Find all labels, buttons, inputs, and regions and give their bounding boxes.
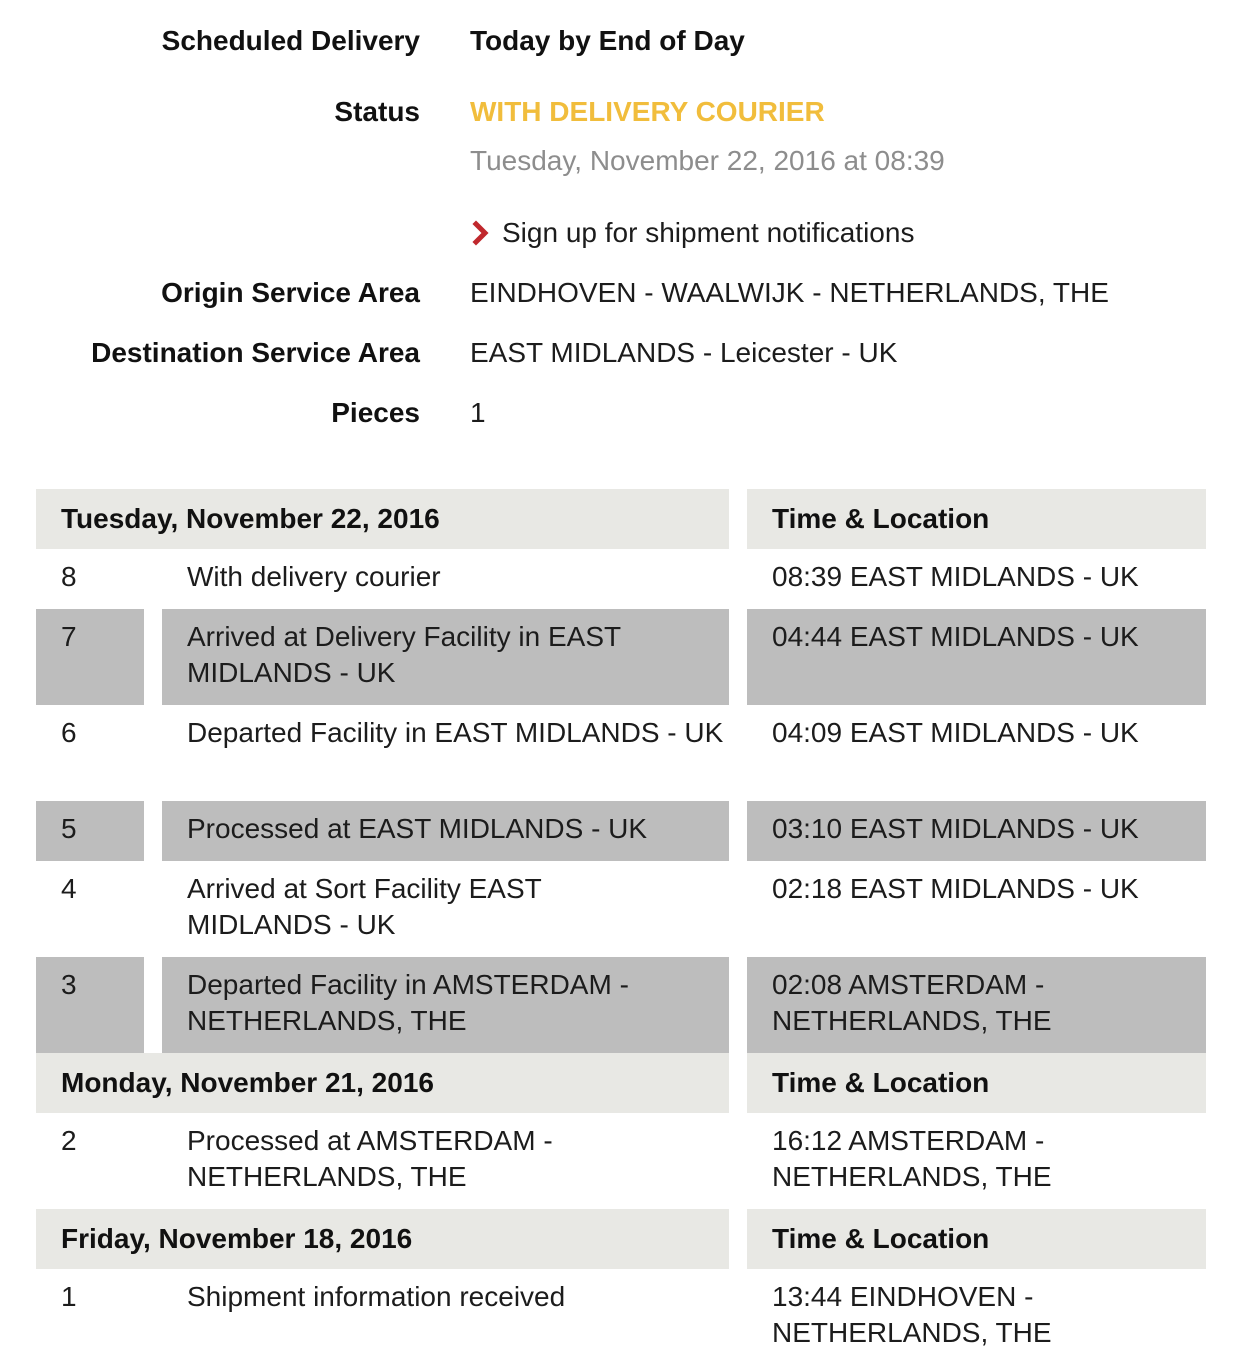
event-description: Shipment information received xyxy=(187,1281,566,1312)
time-location-header: Time & Location xyxy=(747,1209,1206,1269)
chevron-right-icon xyxy=(470,220,492,246)
origin-value: EINDHOVEN - WAALWIJK - NETHERLANDS, THE xyxy=(470,277,1109,308)
event-number: 3 xyxy=(36,957,144,1053)
event-description: Arrived at Delivery Facility in EAST MIDLANDS - UK xyxy=(162,609,729,705)
destination-value: EAST MIDLANDS - Leicester - UK xyxy=(470,337,898,368)
event-description: With delivery courier xyxy=(187,561,441,592)
date-header: Monday, November 21, 2016 xyxy=(36,1053,729,1113)
event-time-location: 02:08 AMSTERDAM - NETHERLANDS, THE xyxy=(747,957,1206,1053)
status-datetime: Tuesday, November 22, 2016 at 08:39 xyxy=(470,145,945,176)
event-time-location: 08:39 EAST MIDLANDS - UK xyxy=(772,561,1139,592)
event-number: 8 xyxy=(61,561,77,592)
time-location-header: Time & Location xyxy=(747,489,1206,549)
event-number: 7 xyxy=(36,609,144,705)
pieces-label: Pieces xyxy=(331,397,420,428)
notifications-signup-link[interactable] xyxy=(470,217,914,249)
status-label: Status xyxy=(334,96,420,127)
time-location-header: Time & Location xyxy=(747,1053,1206,1113)
event-description: Departed Facility in AMSTERDAM - NETHERLANDS, THE xyxy=(162,957,729,1053)
event-description: Processed at AMSTERDAM - NETHERLANDS, THE xyxy=(187,1125,553,1192)
event-number: 1 xyxy=(61,1281,77,1312)
event-time-location: 03:10 EAST MIDLANDS - UK xyxy=(747,801,1206,861)
date-header: Tuesday, November 22, 2016 xyxy=(36,489,729,549)
event-number: 6 xyxy=(61,717,77,748)
event-description: Departed Facility in EAST MIDLANDS - UK xyxy=(187,717,724,748)
scheduled-delivery-label: Scheduled Delivery xyxy=(161,25,420,56)
event-time-location: 16:12 AMSTERDAM - NETHERLANDS, THE xyxy=(772,1125,1052,1192)
date-header: Friday, November 18, 2016 xyxy=(36,1209,729,1269)
scheduled-delivery-value: Today by End of Day xyxy=(470,25,745,56)
event-number: 4 xyxy=(61,873,77,904)
status-value: WITH DELIVERY COURIER xyxy=(470,96,825,127)
event-number: 2 xyxy=(61,1125,77,1156)
pieces-value: 1 xyxy=(470,397,486,428)
event-time-location: 13:44 EINDHOVEN - NETHERLANDS, THE xyxy=(772,1281,1052,1348)
event-description: Arrived at Sort Facility EAST MIDLANDS - UK xyxy=(187,873,542,940)
event-time-location: 04:44 EAST MIDLANDS - UK xyxy=(747,609,1206,705)
event-description: Processed at EAST MIDLANDS - UK xyxy=(162,801,729,861)
event-number: 5 xyxy=(36,801,144,861)
origin-label: Origin Service Area xyxy=(161,277,420,308)
event-time-location: 02:18 EAST MIDLANDS - UK xyxy=(772,873,1139,904)
destination-label: Destination Service Area xyxy=(91,337,420,368)
notifications-signup-label: Sign up for shipment notifications xyxy=(502,217,915,248)
event-time-location: 04:09 EAST MIDLANDS - UK xyxy=(772,717,1139,748)
